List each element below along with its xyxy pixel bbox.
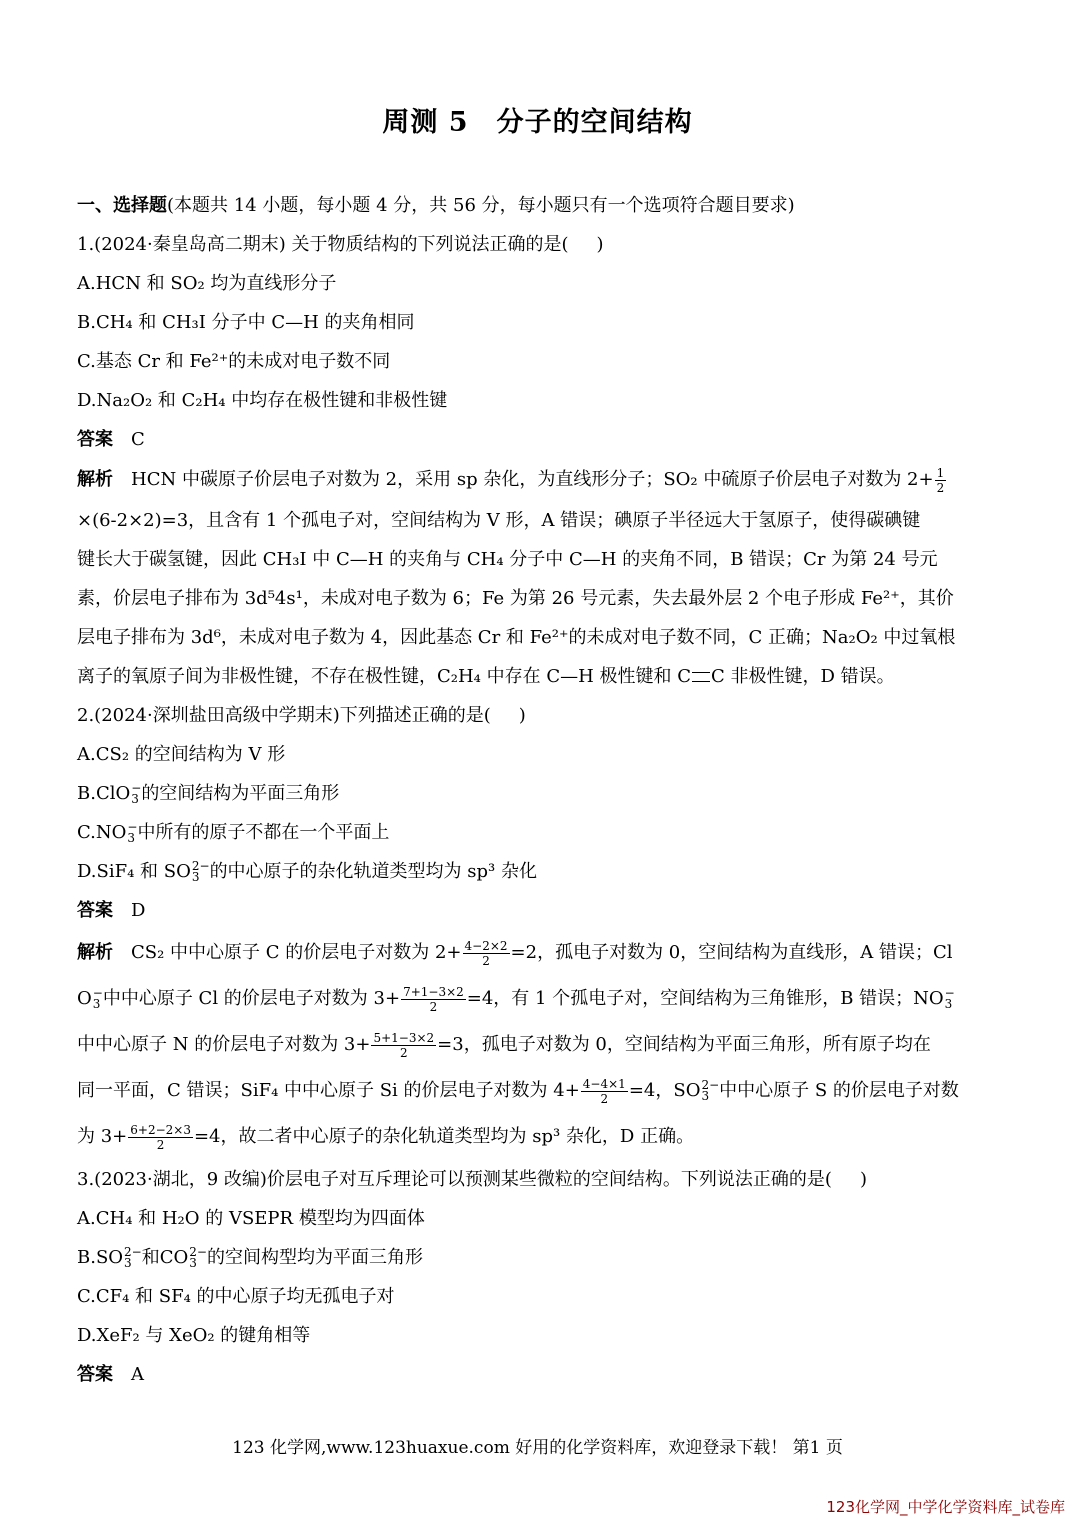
ion-subscript: 3 xyxy=(127,831,136,845)
answer-label: 答案 xyxy=(77,429,113,450)
q1-explain-line-6 xyxy=(77,657,995,696)
option-text: 的空间构型均为平面三角形 xyxy=(207,1247,423,1268)
q1-explain-text: 离子的氧原子间为非极性键，不存在极性键，C₂H₄ 中存在 C—H 极性键和 C xyxy=(77,666,692,687)
option-text: 的空间结构为平面三角形 xyxy=(141,783,340,804)
ion-charge: 2− xyxy=(701,1078,720,1092)
fraction-denominator: 2 xyxy=(482,953,490,968)
q3-stem: 3.(2023·湖北，9 改编)价层电子对互斥理论可以预测某些微粒的空间结构。下列说法正确的是( xyxy=(77,1169,832,1190)
q2-explain-line-1 xyxy=(77,930,995,976)
double-bond-symbol xyxy=(692,672,710,682)
ion-formula xyxy=(77,976,103,1022)
q1-explain-text: HCN 中碳原子价层电子对数为 2，采用 sp 杂化，为直线形分子；SO₂ 中硫原子价层电子对数为 2+ xyxy=(131,469,934,490)
q2-stem-end: ) xyxy=(518,705,526,726)
ion-element: O xyxy=(111,822,127,843)
watermark: 123化学网_中学化学资料库_试卷库 xyxy=(826,1498,1065,1516)
q1-explain-line-2: ×(6-2×2)=3，且含有 1 个孤电子对，空间结构为 V 形，A 错误；碘原子半径远大于氢原子，使得碳碘键 xyxy=(77,510,921,531)
q2-option-d xyxy=(77,852,995,891)
fraction-denominator: 2 xyxy=(936,480,945,495)
q3-answer: A xyxy=(131,1364,144,1385)
ion-subscript: 3 xyxy=(191,870,200,884)
fraction xyxy=(581,1077,628,1106)
fraction xyxy=(463,939,510,968)
q1-explain-text: C 非极性键，D 错误。 xyxy=(711,666,895,687)
q1-stem-end: ) xyxy=(596,234,604,255)
q1-option-c: C.基态 Cr 和 Fe²⁺的未成对电子数不同 xyxy=(77,351,391,372)
ion-element: O xyxy=(77,988,92,1009)
q3-stem-line xyxy=(77,1160,995,1199)
ion-charge: 2− xyxy=(191,859,210,873)
q2-option-a: A.CS₂ 的空间结构为 V 形 xyxy=(77,744,286,765)
fraction xyxy=(401,985,466,1014)
fraction-numerator: 1 xyxy=(936,465,945,480)
q2-explain-line-3 xyxy=(77,1022,995,1068)
fraction xyxy=(935,466,947,495)
ion-formula xyxy=(176,852,209,891)
section-note: (本题共 14 小题，每小题 4 分，共 56 分，每小题只有一个选项符合题目要求) xyxy=(167,195,795,216)
ion-subscript: 3 xyxy=(92,997,101,1011)
q3-option-a: A.CH₄ 和 H₂O 的 VSEPR 模型均为四面体 xyxy=(77,1208,425,1229)
q2-explain-text: =4，故二者中心原子的杂化轨道类型均为 sp³ 杂化，D 正确。 xyxy=(193,1126,695,1147)
q3-option-b xyxy=(77,1238,995,1277)
q3-stem-end: ) xyxy=(859,1169,867,1190)
q1-explain-line-1 xyxy=(77,459,995,501)
q2-explain-text: CS₂ 中中心原子 C 的价层电子对数为 2+ xyxy=(131,942,462,963)
q1-option-a: A.HCN 和 SO₂ 均为直线形分子 xyxy=(77,273,337,294)
ion-element: O xyxy=(928,988,944,1009)
q3-answer-line xyxy=(77,1355,995,1394)
q2-explain-line-4 xyxy=(77,1068,995,1114)
q1-answer: C xyxy=(131,429,145,450)
q2-explain-text: =4，S xyxy=(628,1080,686,1101)
q2-stem-line xyxy=(77,696,995,735)
answer-label: 答案 xyxy=(77,900,113,921)
q2-answer: D xyxy=(131,900,146,921)
section-heading-line xyxy=(77,186,995,225)
ion-element: O xyxy=(173,1247,189,1268)
fraction-denominator: 2 xyxy=(399,1045,408,1060)
q2-stem: 2.(2024·深圳盐田高级中学期末)下列描述正确的是( xyxy=(77,705,491,726)
fraction-numerator: 7+1−3×2 xyxy=(403,984,464,999)
fraction xyxy=(371,1031,436,1060)
explain-label: 解析 xyxy=(77,942,113,963)
q2-explain-text: 中中心原子 N 的价层电子对数为 3+ xyxy=(77,1034,371,1055)
q2-explain-text: =2，孤电子对数为 0，空间结构为直线形，A 错误；Cl xyxy=(510,942,953,963)
q2-option-c xyxy=(77,813,995,852)
fraction-numerator: 5+1−3×2 xyxy=(373,1030,435,1045)
option-text: 的中心原子的杂化轨道类型均为 sp³ 杂化 xyxy=(209,861,537,882)
q1-explain-line-4: 素，价层电子排布为 3d⁵4s¹，未成对电子数为 6；Fe 为第 26 号元素，失去最外层 2 个电子形成 Fe²⁺，其价 xyxy=(77,588,954,609)
q3-option-c: C.CF₄ 和 SF₄ 的中心原子均无孤电子对 xyxy=(77,1286,395,1307)
ion-element: O xyxy=(108,1247,124,1268)
section-heading: 一、选择题 xyxy=(77,195,167,216)
q1-option-b: B.CH₄ 和 CH₃I 分子中 C—H 的夹角相同 xyxy=(77,312,415,333)
option-text: D.SiF₄ 和 S xyxy=(77,861,177,882)
ion-subscript: 3 xyxy=(701,1089,710,1103)
ion-subscript: 3 xyxy=(189,1256,197,1270)
fraction-denominator: 2 xyxy=(600,1091,609,1106)
ion-subscript: 3 xyxy=(124,1256,132,1270)
ion-charge: − xyxy=(131,781,142,795)
ion-formula xyxy=(174,1238,207,1277)
q2-explain-text: 中中心原子 Cl 的价层电子对数为 3+ xyxy=(102,988,401,1009)
fraction-numerator: 6+2−2×3 xyxy=(130,1122,191,1137)
q2-option-b xyxy=(77,774,995,813)
ion-charge: − xyxy=(92,986,103,1000)
explain-label: 解析 xyxy=(77,469,113,490)
option-text: B.S xyxy=(77,1247,109,1268)
ion-element: O xyxy=(176,861,191,882)
q1-stem-line xyxy=(77,225,995,264)
q3-option-d: D.XeF₂ 与 XeO₂ 的键角相等 xyxy=(77,1325,311,1346)
ion-charge: − xyxy=(944,986,955,1000)
q1-explain-line-5: 层电子排布为 3d⁶，未成对电子数为 4，因此基态 Cr 和 Fe²⁺的未成对电子数不同，C 正确；Na₂O₂ 中过氧根 xyxy=(77,627,956,648)
ion-element: O xyxy=(685,1080,701,1101)
option-text: 和C xyxy=(141,1247,174,1268)
q2-explain-line-5 xyxy=(77,1114,995,1160)
q1-answer-line xyxy=(77,420,995,459)
ion-charge: 2− xyxy=(189,1245,207,1259)
q2-explain-line-2 xyxy=(77,976,995,1022)
ion-formula xyxy=(112,813,138,852)
fraction-denominator: 2 xyxy=(156,1137,165,1152)
q2-explain-text: 同一平面，C 错误；SiF₄ 中中心原子 Si 的价层电子对数为 4+ xyxy=(77,1080,580,1101)
fraction-numerator: 4−4×1 xyxy=(582,1076,626,1091)
q2-explain-text: =4，有 1 个孤电子对，空间结构为三角锥形，B 错误；N xyxy=(466,988,929,1009)
ion-formula xyxy=(929,976,955,1022)
q1-stem: 1.(2024·秦皇岛高二期末) 关于物质结构的下列说法正确的是( xyxy=(77,234,569,255)
page-title: 周测 5 分子的空间结构 xyxy=(382,107,693,138)
q2-answer-line xyxy=(77,891,995,930)
fraction-denominator: 2 xyxy=(429,999,438,1014)
ion-subscript: 3 xyxy=(131,792,139,806)
ion-subscript: 3 xyxy=(944,997,953,1011)
answer-label: 答案 xyxy=(77,1364,113,1385)
ion-formula xyxy=(115,774,141,813)
fraction-numerator: 4−2×2 xyxy=(464,938,508,953)
ion-charge: − xyxy=(127,820,138,834)
option-text: B.Cl xyxy=(77,783,116,804)
ion-formula xyxy=(686,1068,719,1114)
ion-element: O xyxy=(115,783,131,804)
ion-charge: 2− xyxy=(124,1245,142,1259)
fraction xyxy=(128,1123,193,1152)
option-text: C.N xyxy=(77,822,112,843)
q2-explain-text: 为 3+ xyxy=(77,1126,128,1147)
page-footer: 123 化学网,www.123huaxue.com 好用的化学资料库，欢迎登录下载！ 第1 页 xyxy=(232,1438,843,1458)
q2-explain-text: 中中心原子 S 的价层电子对数 xyxy=(719,1080,959,1101)
q1-explain-line-3: 键长大于碳氢键，因此 CH₃I 中 C—H 的夹角与 CH₄ 分子中 C—H 的夹角不同，B 错误；Cr 为第 24 号元 xyxy=(77,549,938,570)
document-body xyxy=(77,186,995,1394)
q1-option-d: D.Na₂O₂ 和 C₂H₄ 中均存在极性键和非极性键 xyxy=(77,390,448,411)
option-text: 中所有的原子不都在一个平面上 xyxy=(137,822,390,843)
ion-formula xyxy=(108,1238,141,1277)
q2-explain-text: =3，孤电子对数为 0，空间结构为平面三角形，所有原子均在 xyxy=(437,1034,931,1055)
